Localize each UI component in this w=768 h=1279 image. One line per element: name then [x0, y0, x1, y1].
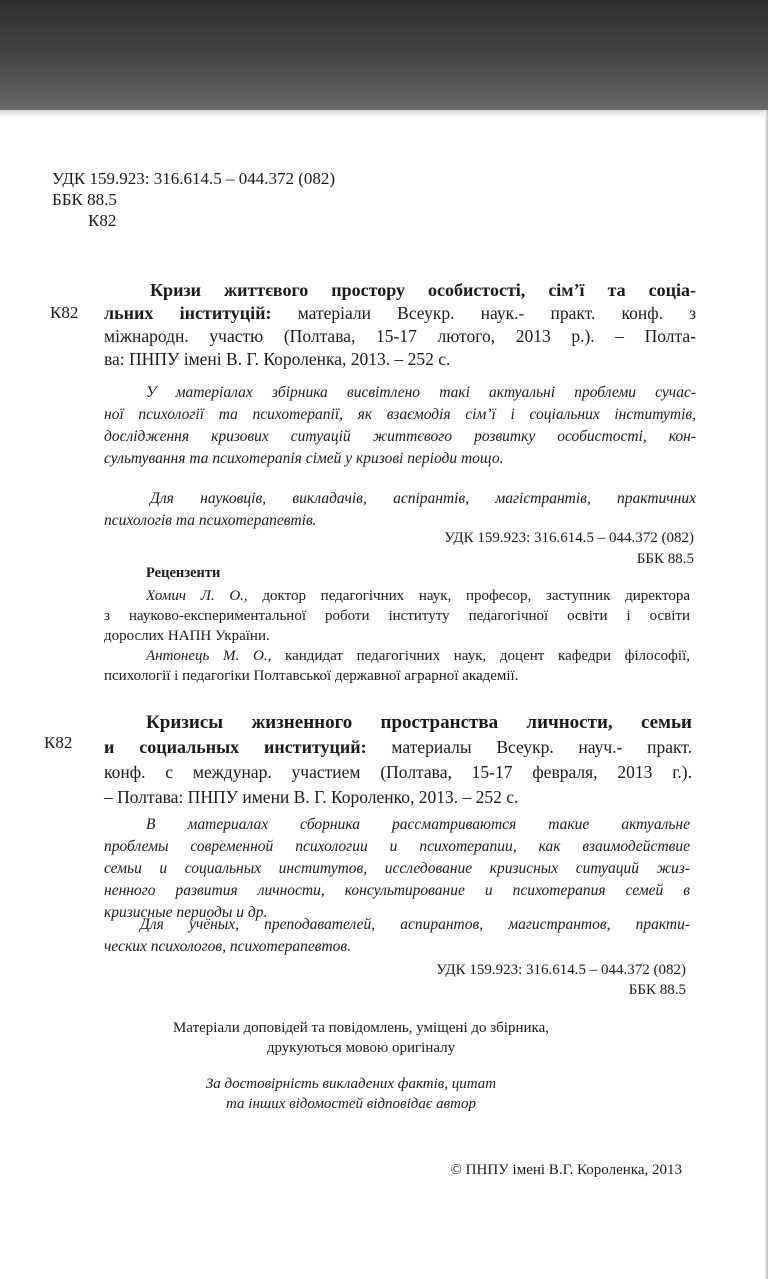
reviewer-2-line1: Антонець М. О., кандидат педагогічних наук, доцент кафедри філософії,: [146, 648, 690, 664]
reviewer-2-name: Антонець М. О.,: [146, 648, 272, 664]
ukr-annotation-line2: ної психології та психотерапії, як взаємодія сім’ї і соціальних інститутів,: [104, 406, 696, 423]
rus-title-end: и социальных институций:: [104, 737, 367, 757]
ukr-title-end: льних інституцій:: [104, 303, 272, 323]
rus-audience-line1: Для учёных, преподавателей, аспирантов, магистрантов, практи-: [140, 916, 690, 933]
ukr-title-rest: матеріали Всеукр. наук.- практ. конф. з: [271, 303, 696, 323]
reviewers-list: [104, 586, 690, 686]
print-note-line1: Матеріали доповідей та повідомлень, уміщені до збірника,: [172, 1020, 550, 1036]
reviewer-1-line1: Хомич Л. О., доктор педагогічних наук, професор, заступник директора: [146, 588, 690, 604]
ukr-annotation-line4: сультування та психотерапія сімей у кризові періоди тощо.: [104, 450, 504, 467]
header-code: К82: [88, 211, 117, 230]
ukr-audience: [104, 488, 696, 532]
ukr-title-line1: Кризи життєвого простору особистості, сім’ї та соціа-: [150, 280, 696, 300]
reviewer-1-line3: дорослих НАПН України.: [104, 628, 270, 644]
responsibility-note-line2: та інших відомостей відповідає автор: [226, 1096, 476, 1112]
reviewers-heading: Рецензенти: [146, 565, 221, 581]
header-udk: УДК 159.923: 316.614.5 – 044.372 (082): [52, 169, 336, 188]
rus-annotation-line2: проблемы современной психологии и психотерапии, как взаимодействие: [104, 838, 690, 855]
responsibility-note-line1: За достовірність викладених фактів, цитат: [205, 1076, 497, 1092]
rus-citation: [104, 712, 692, 807]
rus-audience-line2: ческих психологов, психотерапевтов.: [104, 938, 352, 955]
page-edge: [764, 110, 768, 1279]
ukr-code: К82: [50, 303, 79, 322]
ukr-line4: ва: ПНПУ імені В. Г. Короленка, 2013. – 252 с.: [104, 349, 451, 369]
rus-title-rest: материалы Всеукр. науч.- практ.: [366, 737, 692, 757]
rus-annotation-line4: ненного развития личности, консультирование и психотерапия семей в: [104, 882, 690, 899]
ukr-bbk: ББК 88.5: [636, 551, 694, 567]
reviewer-1-name: Хомич Л. О.,: [146, 588, 248, 604]
rus-annotation-line5: кризисные периоды и др.: [104, 904, 268, 921]
rus-audience: [104, 914, 690, 958]
scanner-shadow-fade: [0, 110, 768, 118]
ukr-udk: УДК 159.923: 316.614.5 – 044.372 (082): [444, 530, 694, 546]
header-bbk: ББК 88.5: [52, 190, 117, 209]
ukr-citation: [104, 280, 696, 367]
reviewer-1-line2: з науково-експериментальної роботи інституту педагогічної освіти і освіти: [104, 608, 690, 624]
rus-bbk: ББК 88.5: [628, 982, 686, 998]
rus-udk: УДК 159.923: 316.614.5 – 044.372 (082): [436, 962, 686, 978]
copyright: © ПНПУ імені В.Г. Короленка, 2013: [450, 1162, 682, 1178]
rus-line4: – Полтава: ПНПУ имени В. Г. Короленко, 2013. – 252 с.: [104, 787, 519, 807]
rus-annotation: [104, 814, 690, 924]
rus-annotation-line3: семьи и социальных институтов, исследование кризисных ситуаций жиз-: [104, 860, 690, 877]
ukr-annotation-line1: У матеріалах збірника висвітлено такі актуальні проблеми сучас-: [146, 384, 696, 401]
rus-code: К82: [44, 733, 73, 752]
scanner-shadow-band: [0, 0, 768, 110]
rus-title-line1: Кризисы жизненного пространства личности, семьи: [146, 712, 692, 733]
print-note-line2: друкуються мовою оригіналу: [266, 1040, 456, 1056]
ukr-annotation: [104, 382, 696, 470]
rus-title-line2: [104, 736, 692, 758]
ukr-annotation-line3: дослідження кризових ситуацій життєвого розвитку особистості, кон-: [104, 428, 696, 445]
rus-line3: конф. с междунар. участием (Полтава, 15-17 февраля, 2013 г.).: [104, 762, 692, 782]
ukr-title-line2: [104, 302, 696, 324]
reviewer-2-line2: психології і педагогіки Полтавської державної аграрної академії.: [104, 668, 519, 684]
ukr-audience-line1: Для науковців, викладачів, аспірантів, магістрантів, практичних: [150, 490, 696, 507]
rus-annotation-line1: В материалах сборника рассматриваются такие актуальне: [146, 816, 690, 833]
ukr-audience-line2: психологів та психотерапевтів.: [104, 512, 317, 529]
ukr-line3: міжнародн. участю (Полтава, 15-17 лютого, 2013 р.). – Полта-: [104, 326, 696, 346]
